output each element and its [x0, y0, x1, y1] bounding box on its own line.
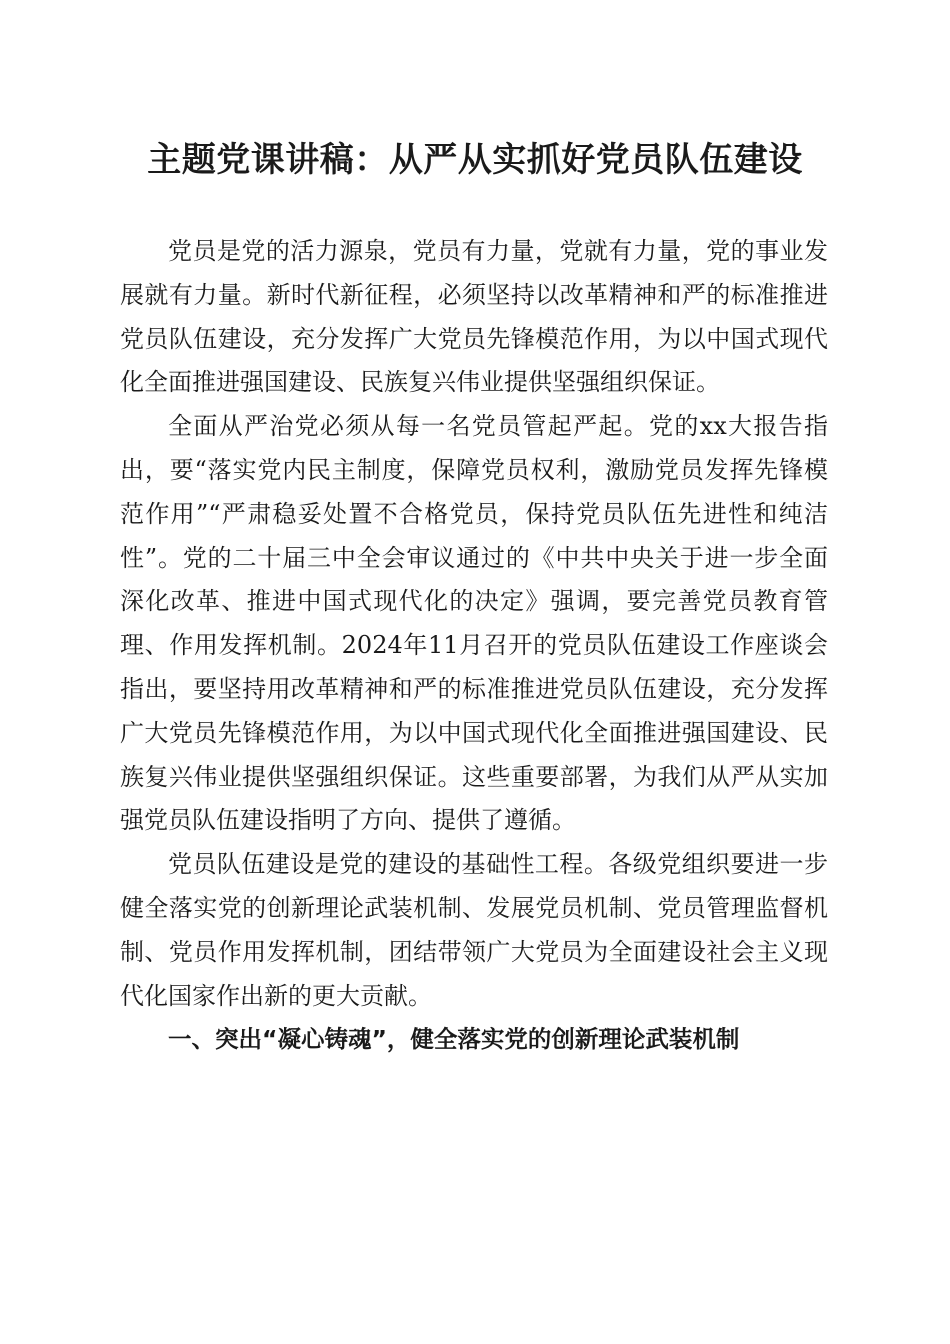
- document-body: [120, 230, 828, 1062]
- paragraph-3: 党员队伍建设是党的建设的基础性工程。各级党组织要进一步健全落实党的创新理论武装机制、发展党员机制、党员管理监督机制、党员作用发挥机制，团结带领广大党员为全面建设社会主义现代化国家作出新的更大贡献。: [120, 850, 828, 1010]
- section-heading: 一、突出“凝心铸魂”，健全落实党的创新理论武装机制: [168, 1025, 740, 1054]
- paragraph-2: 全面从严治党必须从每一名党员管起严起。党的xx大报告指出，要“落实党内民主制度，保障党员权利，激励党员发挥先锋模范作用”“严肃稳妥处置不合格党员，保持党员队伍先进性和纯洁性”。党的二十届三中全会审议通过的《中共中央关于进一步全面深化改革、推进中国式现代化的决定》强调，要完善党员教育管理、作用发挥机制。2024年11月召开的党员队伍建设工作座谈会指出，要坚持用改革精神和严的标准推进党员队伍建设，充分发挥广大党员先锋模范作用，为以中国式现代化全面推进强国建设、民族复兴伟业提供坚强组织保证。这些重要部署，为我们从严从实加强党员队伍建设指明了方向、提供了遵循。: [120, 412, 828, 835]
- paragraph-1: 党员是党的活力源泉，党员有力量，党就有力量，党的事业发展就有力量。新时代新征程，必须坚持以改革精神和严的标准推进党员队伍建设，充分发挥广大党员先锋模范作用，为以中国式现代化全面推进强国建设、民族复兴伟业提供坚强组织保证。: [120, 237, 828, 397]
- document-title: 主题党课讲稿：从严从实抓好党员队伍建设: [147, 140, 803, 180]
